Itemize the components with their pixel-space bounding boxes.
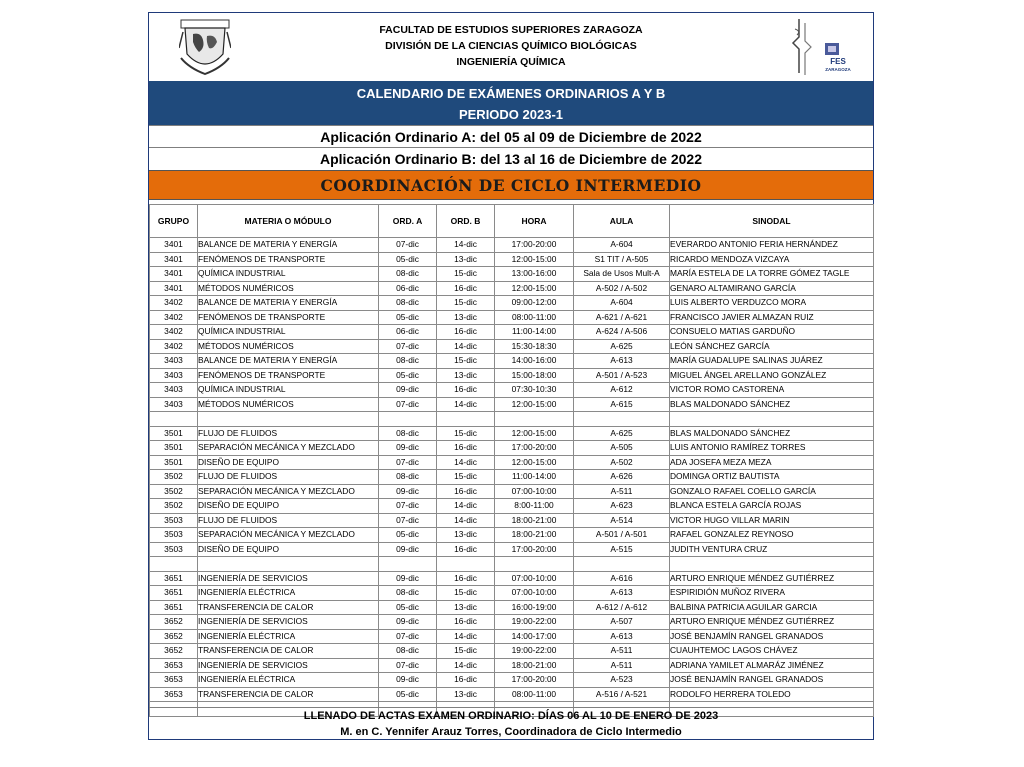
cell-ord-a: 07-dic <box>379 455 437 470</box>
cell-time: 11:00-14:00 <box>495 325 574 340</box>
cell-ord-b: 14-dic <box>437 455 495 470</box>
cell-group: 3501 <box>150 426 198 441</box>
fes-zaragoza-logo-icon <box>791 17 857 77</box>
cell-time: 07:30-10:30 <box>495 383 574 398</box>
cell-ord-a: 07-dic <box>379 238 437 253</box>
cell-subject <box>198 557 379 572</box>
cell-group <box>150 412 198 427</box>
cell-room: A-523 <box>574 673 670 688</box>
cell-subject: TRANSFERENCIA DE CALOR <box>198 644 379 659</box>
cell-group: 3403 <box>150 354 198 369</box>
cell-time: 19:00-22:00 <box>495 615 574 630</box>
cell-ord-b: 16-dic <box>437 484 495 499</box>
table-row <box>150 571 874 586</box>
cell-room: A-501 / A-501 <box>574 528 670 543</box>
cell-examiner: LUIS ANTONIO RAMÍREZ TORRES <box>670 441 874 456</box>
cell-time: 07:00-10:00 <box>495 484 574 499</box>
table-row <box>150 513 874 528</box>
cell-subject: FENÓMENOS DE TRANSPORTE <box>198 252 379 267</box>
cell-ord-a: 08-dic <box>379 267 437 282</box>
table-row <box>150 310 874 325</box>
cell-ord-b: 14-dic <box>437 238 495 253</box>
cell-ord-b: 16-dic <box>437 615 495 630</box>
cell-time: 12:00-15:00 <box>495 426 574 441</box>
cell-room: A-604 <box>574 238 670 253</box>
cell-ord-b: 16-dic <box>437 325 495 340</box>
cell-ord-b <box>437 557 495 572</box>
cell-examiner: CONSUELO MATIAS GARDUÑO <box>670 325 874 340</box>
cell-room: A-625 <box>574 339 670 354</box>
cell-time: 17:00-20:00 <box>495 542 574 557</box>
cell-group: 3503 <box>150 528 198 543</box>
cell-subject: QUÍMICA INDUSTRIAL <box>198 267 379 282</box>
table-row <box>150 325 874 340</box>
col-header-room: AULA <box>574 205 670 238</box>
cell-time: 08:00-11:00 <box>495 687 574 702</box>
cell-subject: INGENIERÍA ELÉCTRICA <box>198 629 379 644</box>
cell-room <box>574 412 670 427</box>
table-row <box>150 644 874 659</box>
cell-time: 16:00-19:00 <box>495 600 574 615</box>
institution-heading <box>149 22 873 70</box>
cell-examiner <box>670 557 874 572</box>
cell-ord-a: 09-dic <box>379 383 437 398</box>
cell-group: 3651 <box>150 600 198 615</box>
cell-group: 3502 <box>150 499 198 514</box>
cell-subject: INGENIERÍA ELÉCTRICA <box>198 673 379 688</box>
cell-ord-a: 09-dic <box>379 673 437 688</box>
cell-room: A-507 <box>574 615 670 630</box>
cell-examiner: BALBINA PATRICIA AGUILAR GARCIA <box>670 600 874 615</box>
cell-time: 19:00-22:00 <box>495 644 574 659</box>
cell-ord-a: 08-dic <box>379 354 437 369</box>
col-header-ord-b: ORD. B <box>437 205 495 238</box>
cell-room: S1 TIT / A-505 <box>574 252 670 267</box>
cell-ord-b: 14-dic <box>437 499 495 514</box>
cell-group: 3503 <box>150 513 198 528</box>
table-row <box>150 586 874 601</box>
cell-subject: DISEÑO DE EQUIPO <box>198 499 379 514</box>
cell-time: 17:00-20:00 <box>495 441 574 456</box>
cell-room: A-501 / A-523 <box>574 368 670 383</box>
cell-examiner: ARTURO ENRIQUE MÉNDEZ GUTIÉRREZ <box>670 615 874 630</box>
cell-examiner: LUIS ALBERTO VERDUZCO MORA <box>670 296 874 311</box>
table-row <box>150 499 874 514</box>
cell-room: A-623 <box>574 499 670 514</box>
cell-examiner: MARÍA GUADALUPE SALINAS JUÁREZ <box>670 354 874 369</box>
cell-time: 14:00-17:00 <box>495 629 574 644</box>
cell-ord-b: 16-dic <box>437 441 495 456</box>
cell-group: 3501 <box>150 441 198 456</box>
cell-room: A-612 / A-612 <box>574 600 670 615</box>
cell-ord-b: 14-dic <box>437 629 495 644</box>
cell-subject: QUÍMICA INDUSTRIAL <box>198 383 379 398</box>
table-row <box>150 455 874 470</box>
table-row <box>150 281 874 296</box>
cell-room: Sala de Usos Mult-A <box>574 267 670 282</box>
cell-time: 12:00-15:00 <box>495 397 574 412</box>
cell-subject: SEPARACIÓN MECÁNICA Y MEZCLADO <box>198 484 379 499</box>
cell-examiner: ARTURO ENRIQUE MÉNDEZ GUTIÉRREZ <box>670 571 874 586</box>
cell-room: A-613 <box>574 629 670 644</box>
cell-subject: DISEÑO DE EQUIPO <box>198 455 379 470</box>
cell-time: 09:00-12:00 <box>495 296 574 311</box>
cell-room: A-604 <box>574 296 670 311</box>
cell-subject: INGENIERÍA ELÉCTRICA <box>198 586 379 601</box>
cell-ord-a: 06-dic <box>379 281 437 296</box>
cell-room: A-613 <box>574 354 670 369</box>
cell-subject: SEPARACIÓN MECÁNICA Y MEZCLADO <box>198 528 379 543</box>
table-row <box>150 267 874 282</box>
cell-subject: TRANSFERENCIA DE CALOR <box>198 687 379 702</box>
cell-subject: FLUJO DE FLUIDOS <box>198 470 379 485</box>
application-b: Aplicación Ordinario B: del 13 al 16 de Diciembre de 2022 <box>149 147 873 170</box>
cell-time <box>495 557 574 572</box>
cell-examiner: VICTOR ROMO CASTORENA <box>670 383 874 398</box>
cell-ord-b: 14-dic <box>437 513 495 528</box>
table-row <box>150 368 874 383</box>
cell-group: 3503 <box>150 542 198 557</box>
cell-ord-a: 05-dic <box>379 252 437 267</box>
cell-ord-b: 16-dic <box>437 281 495 296</box>
calendar-title: CALENDARIO DE EXÁMENES ORDINARIOS A Y B <box>356 86 666 101</box>
cell-ord-b: 15-dic <box>437 470 495 485</box>
cell-group: 3652 <box>150 629 198 644</box>
cell-examiner: JOSÉ BENJAMÍN RANGEL GRANADOS <box>670 673 874 688</box>
cell-examiner: VICTOR HUGO VILLAR MARIN <box>670 513 874 528</box>
cell-ord-b: 16-dic <box>437 383 495 398</box>
cell-group: 3402 <box>150 325 198 340</box>
exam-calendar-sheet <box>148 12 874 740</box>
col-header-ord-a: ORD. A <box>379 205 437 238</box>
cell-examiner: GONZALO RAFAEL COELLO GARCÍA <box>670 484 874 499</box>
cell-room: A-612 <box>574 383 670 398</box>
table-row <box>150 412 874 427</box>
cell-ord-a: 09-dic <box>379 615 437 630</box>
cell-group: 3402 <box>150 339 198 354</box>
cell-time: 18:00-21:00 <box>495 513 574 528</box>
table-row <box>150 339 874 354</box>
cell-ord-a: 09-dic <box>379 542 437 557</box>
cell-group: 3651 <box>150 571 198 586</box>
table-row <box>150 354 874 369</box>
cell-room: A-502 / A-502 <box>574 281 670 296</box>
cell-time: 17:00-20:00 <box>495 238 574 253</box>
col-header-subject: MATERIA O MÓDULO <box>198 205 379 238</box>
fes-logo-subtext: ZARAGOZA <box>825 67 851 72</box>
cell-group: 3653 <box>150 673 198 688</box>
cell-ord-a: 09-dic <box>379 484 437 499</box>
cell-ord-b: 15-dic <box>437 267 495 282</box>
cell-ord-a: 07-dic <box>379 339 437 354</box>
cell-group: 3402 <box>150 310 198 325</box>
cell-time: 07:00-10:00 <box>495 571 574 586</box>
cell-ord-a: 08-dic <box>379 426 437 441</box>
footer-coordinator: M. en C. Yennifer Arauz Torres, Coordinadora de Ciclo Intermedio <box>340 726 682 738</box>
cell-room: A-505 <box>574 441 670 456</box>
cell-subject: DISEÑO DE EQUIPO <box>198 542 379 557</box>
cell-examiner: JUDITH VENTURA CRUZ <box>670 542 874 557</box>
cell-ord-b: 13-dic <box>437 368 495 383</box>
footer <box>149 707 873 740</box>
cell-room: A-626 <box>574 470 670 485</box>
table-row <box>150 484 874 499</box>
header <box>149 13 873 81</box>
cell-time: 12:00-15:00 <box>495 281 574 296</box>
cell-subject: MÉTODOS NUMÉRICOS <box>198 339 379 354</box>
cell-ord-a: 07-dic <box>379 629 437 644</box>
cell-subject: INGENIERÍA DE SERVICIOS <box>198 571 379 586</box>
cell-examiner: ADA JOSEFA MEZA MEZA <box>670 455 874 470</box>
cell-time: 14:00-16:00 <box>495 354 574 369</box>
faculty-name: FACULTAD DE ESTUDIOS SUPERIORES ZARAGOZA <box>379 24 643 36</box>
cell-room: A-514 <box>574 513 670 528</box>
cell-group: 3652 <box>150 644 198 659</box>
cell-subject: FENÓMENOS DE TRANSPORTE <box>198 310 379 325</box>
table-row <box>150 441 874 456</box>
cell-ord-b: 15-dic <box>437 586 495 601</box>
cell-group: 3653 <box>150 687 198 702</box>
cell-examiner: ESPIRIDIÓN MUÑOZ RIVERA <box>670 586 874 601</box>
cell-time: 8:00-11:00 <box>495 499 574 514</box>
cell-group: 3403 <box>150 383 198 398</box>
cell-subject: TRANSFERENCIA DE CALOR <box>198 600 379 615</box>
table-row <box>150 629 874 644</box>
table-row <box>150 557 874 572</box>
cell-subject: BALANCE DE MATERIA Y ENERGÍA <box>198 354 379 369</box>
cell-ord-a <box>379 412 437 427</box>
table-row <box>150 600 874 615</box>
cell-subject: FLUJO DE FLUIDOS <box>198 513 379 528</box>
cell-room: A-615 <box>574 397 670 412</box>
cell-ord-a <box>379 557 437 572</box>
cell-group: 3402 <box>150 296 198 311</box>
cell-ord-b: 13-dic <box>437 310 495 325</box>
cell-examiner: ADRIANA YAMILET ALMARÁZ JIMÉNEZ <box>670 658 874 673</box>
cell-group: 3502 <box>150 470 198 485</box>
cell-time: 12:00-15:00 <box>495 252 574 267</box>
cell-group: 3401 <box>150 281 198 296</box>
cell-examiner: BLANCA ESTELA GARCÍA ROJAS <box>670 499 874 514</box>
cell-examiner: BLAS MALDONADO SÁNCHEZ <box>670 426 874 441</box>
cell-time: 13:00-16:00 <box>495 267 574 282</box>
cell-ord-a: 07-dic <box>379 499 437 514</box>
cell-ord-a: 05-dic <box>379 600 437 615</box>
cell-ord-b: 13-dic <box>437 528 495 543</box>
col-header-time: HORA <box>495 205 574 238</box>
cell-examiner: BLAS MALDONADO SÁNCHEZ <box>670 397 874 412</box>
cell-subject: FLUJO DE FLUIDOS <box>198 426 379 441</box>
cell-ord-b <box>437 412 495 427</box>
table-row <box>150 542 874 557</box>
cell-room: A-516 / A-521 <box>574 687 670 702</box>
cell-ord-a: 09-dic <box>379 441 437 456</box>
division-name: DIVISIÓN DE LA CIENCIAS QUÍMICO BIOLÓGICAS <box>385 40 637 52</box>
program-name: INGENIERÍA QUÍMICA <box>456 56 566 68</box>
cell-room: A-624 / A-506 <box>574 325 670 340</box>
cell-ord-b: 13-dic <box>437 252 495 267</box>
cell-ord-a: 05-dic <box>379 368 437 383</box>
col-header-examiner: SINODAL <box>670 205 874 238</box>
cell-room: A-613 <box>574 586 670 601</box>
cell-ord-b: 14-dic <box>437 339 495 354</box>
cell-group: 3502 <box>150 484 198 499</box>
cell-ord-a: 07-dic <box>379 513 437 528</box>
cell-room: A-621 / A-621 <box>574 310 670 325</box>
cell-ord-b: 15-dic <box>437 426 495 441</box>
cell-examiner: LEÓN SÁNCHEZ GARCÍA <box>670 339 874 354</box>
cell-group: 3403 <box>150 368 198 383</box>
cell-room: A-511 <box>574 644 670 659</box>
cell-time: 17:00-20:00 <box>495 673 574 688</box>
cell-examiner: MARÍA ESTELA DE LA TORRE GÓMEZ TAGLE <box>670 267 874 282</box>
cell-group: 3401 <box>150 238 198 253</box>
table-row <box>150 252 874 267</box>
cell-ord-b: 15-dic <box>437 354 495 369</box>
table-row <box>150 296 874 311</box>
cell-subject: MÉTODOS NUMÉRICOS <box>198 281 379 296</box>
cell-time <box>495 412 574 427</box>
cell-subject: QUÍMICA INDUSTRIAL <box>198 325 379 340</box>
cell-ord-b: 13-dic <box>437 687 495 702</box>
cell-examiner: CUAUHTEMOC LAGOS CHÁVEZ <box>670 644 874 659</box>
cell-examiner <box>670 412 874 427</box>
table-row <box>150 426 874 441</box>
table-header-row <box>150 205 874 238</box>
cell-ord-a: 07-dic <box>379 397 437 412</box>
cell-examiner: EVERARDO ANTONIO FERIA HERNÁNDEZ <box>670 238 874 253</box>
col-header-group: GRUPO <box>150 205 198 238</box>
table-row <box>150 673 874 688</box>
cell-ord-b: 13-dic <box>437 600 495 615</box>
cell-ord-a: 05-dic <box>379 310 437 325</box>
table-row <box>150 397 874 412</box>
cell-room: A-511 <box>574 658 670 673</box>
cell-ord-a: 08-dic <box>379 470 437 485</box>
application-a: Aplicación Ordinario A: del 05 al 09 de Diciembre de 2022 <box>149 125 873 148</box>
table-row <box>150 528 874 543</box>
cell-ord-a: 07-dic <box>379 658 437 673</box>
cell-ord-b: 15-dic <box>437 296 495 311</box>
cell-ord-a: 05-dic <box>379 528 437 543</box>
cell-ord-b: 16-dic <box>437 673 495 688</box>
cell-subject: BALANCE DE MATERIA Y ENERGÍA <box>198 296 379 311</box>
cell-ord-b: 14-dic <box>437 397 495 412</box>
cell-subject: SEPARACIÓN MECÁNICA Y MEZCLADO <box>198 441 379 456</box>
cell-room: A-502 <box>574 455 670 470</box>
table-row <box>150 687 874 702</box>
fes-logo-text: FES <box>830 57 846 66</box>
table-row <box>150 658 874 673</box>
cell-group: 3501 <box>150 455 198 470</box>
calendar-period: PERIODO 2023-1 <box>458 107 564 122</box>
calendar-banner <box>149 81 873 125</box>
cell-time: 11:00-14:00 <box>495 470 574 485</box>
cell-ord-a: 06-dic <box>379 325 437 340</box>
cell-ord-b: 16-dic <box>437 542 495 557</box>
cell-examiner: GENARO ALTAMIRANO GARCÍA <box>670 281 874 296</box>
cell-room <box>574 557 670 572</box>
cell-room: A-616 <box>574 571 670 586</box>
cell-group: 3401 <box>150 252 198 267</box>
cell-time: 08:00-11:00 <box>495 310 574 325</box>
cell-ord-a: 08-dic <box>379 644 437 659</box>
cell-time: 15:30-18:30 <box>495 339 574 354</box>
cell-time: 07:00-10:00 <box>495 586 574 601</box>
cell-ord-a: 05-dic <box>379 687 437 702</box>
section-title: COORDINACIÓN DE CICLO INTERMEDIO <box>149 170 873 200</box>
cell-ord-b: 14-dic <box>437 658 495 673</box>
cell-subject: INGENIERÍA DE SERVICIOS <box>198 658 379 673</box>
cell-time: 15:00-18:00 <box>495 368 574 383</box>
cell-examiner: RAFAEL GONZALEZ REYNOSO <box>670 528 874 543</box>
cell-group: 3653 <box>150 658 198 673</box>
cell-ord-a: 09-dic <box>379 571 437 586</box>
cell-examiner: JOSÉ BENJAMÍN RANGEL GRANADOS <box>670 629 874 644</box>
cell-time: 18:00-21:00 <box>495 658 574 673</box>
cell-examiner: FRANCISCO JAVIER ALMAZAN RUIZ <box>670 310 874 325</box>
cell-group: 3652 <box>150 615 198 630</box>
cell-time: 12:00-15:00 <box>495 455 574 470</box>
cell-room: A-511 <box>574 484 670 499</box>
cell-room: A-515 <box>574 542 670 557</box>
cell-subject: BALANCE DE MATERIA Y ENERGÍA <box>198 238 379 253</box>
cell-ord-b: 15-dic <box>437 644 495 659</box>
cell-examiner: DOMINGA ORTIZ BAUTISTA <box>670 470 874 485</box>
table-row <box>150 615 874 630</box>
table-row <box>150 238 874 253</box>
cell-group <box>150 557 198 572</box>
footer-records-note: LLENADO DE ACTAS EXAMEN ORDINARIO: DÍAS 06 AL 10 DE ENERO DE 2023 <box>303 710 719 722</box>
cell-subject: FENÓMENOS DE TRANSPORTE <box>198 368 379 383</box>
cell-ord-a: 08-dic <box>379 296 437 311</box>
table-body <box>150 238 874 717</box>
cell-group: 3651 <box>150 586 198 601</box>
cell-examiner: MIGUEL ÁNGEL ARELLANO GONZÁLEZ <box>670 368 874 383</box>
cell-room: A-625 <box>574 426 670 441</box>
cell-ord-b: 16-dic <box>437 571 495 586</box>
table-row <box>150 470 874 485</box>
cell-group: 3401 <box>150 267 198 282</box>
cell-group: 3403 <box>150 397 198 412</box>
exam-table <box>149 204 874 717</box>
cell-examiner: RICARDO MENDOZA VIZCAYA <box>670 252 874 267</box>
cell-examiner: RODOLFO HERRERA TOLEDO <box>670 687 874 702</box>
cell-subject: INGENIERÍA DE SERVICIOS <box>198 615 379 630</box>
cell-subject <box>198 412 379 427</box>
cell-time: 18:00-21:00 <box>495 528 574 543</box>
table-row <box>150 383 874 398</box>
cell-ord-a: 08-dic <box>379 586 437 601</box>
cell-subject: MÉTODOS NUMÉRICOS <box>198 397 379 412</box>
